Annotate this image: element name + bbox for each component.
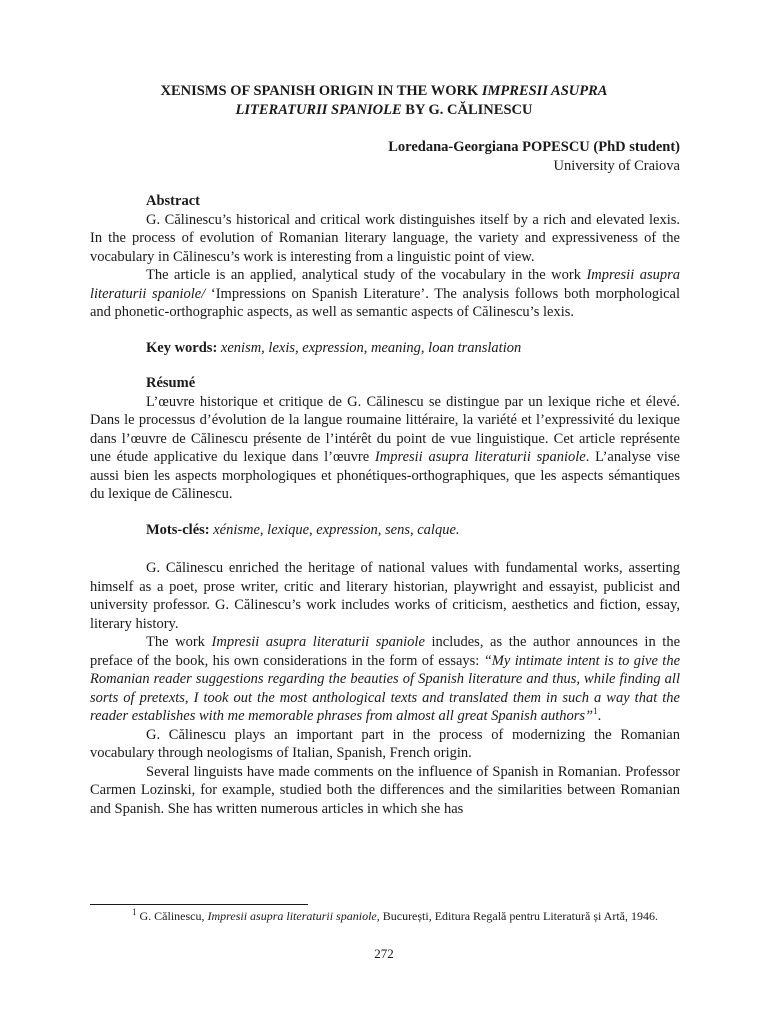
body-p2-text-a: The work <box>146 634 212 650</box>
resume-heading: Résumé <box>146 375 196 391</box>
abstract-paragraph-1: G. Călinescu’s historical and critical work distinguishes itself by a rich and elevated lexis. In the process of evolution of Romanian literary language, the variety and expressiveness of the vocabulary in Călinescu’s work is interesting from a linguistic point of view. <box>90 211 680 265</box>
keywords-line <box>146 339 680 358</box>
resume-text-a: L’œuvre historique et critique de G. Călinescu se distingue par un lexique riche et élevé. Dans le processus d’évolution de la langue roumaine littéraire, la variété et l’expressivité du lexique dans l’œuvre de Călinescu présente de l’intérêt du point de vue linguistique. Cet article représente une étude applicative du lexique dans l’œuvre <box>90 393 680 465</box>
abstract-p2-italic: Impresii asupra literaturii spaniole/ <box>90 267 680 302</box>
footnote-italic: Impresii asupra literaturii spaniole <box>207 909 377 923</box>
footnote-text-b: , București, Editura Regală pentru Literatură și Artă, 1946. <box>376 909 658 923</box>
footnote-ref[interactable]: 1 <box>593 706 598 717</box>
body-p2-text-b: includes, as the author announces in the preface of the book, his own considerations in the form of essays: <box>90 634 681 669</box>
abstract-p2-text-a: The article is an applied, analytical study of the vocabulary in the work <box>146 267 587 283</box>
body-p2-end: . <box>597 708 602 724</box>
paper-body <box>90 192 680 818</box>
abstract-heading: Abstract <box>146 193 200 209</box>
body-paragraph-1: G. Călinescu enriched the heritage of national values with fundamental works, asserting himself as a poet, prose writer, critic and literary historian, playwright and essayist, publicist and university professor. G. Călinescu’s work includes works of criticism, aesthetics and fiction, essay, literary history. <box>90 560 680 632</box>
motscles-line <box>146 521 680 540</box>
keywords-label: Key words: <box>146 339 218 356</box>
body-paragraph-3: G. Călinescu plays an important part in the process of modernizing the Romanian vocabulary through neologisms of Italian, Spanish, French origin. <box>90 726 680 761</box>
footnote-text-a: G. Călinescu, <box>136 909 208 923</box>
title-line2-plain: BY G. CĂLINESCU <box>401 102 533 118</box>
keywords-values: xenism, lexis, expression, meaning, loan translation <box>220 339 522 356</box>
footnote-separator <box>90 904 308 905</box>
author-affiliation: University of Craiova <box>553 158 680 174</box>
body-p2-quote: “My intimate intent is to give the Romanian reader suggestions regarding the beauties of Spanish literature and thus, while finding all sorts of pretexts, I took out the most anthological texts and translated them in such a way that the reader establishes with me memorable phrases from almost all great Spanish authors” <box>90 652 681 724</box>
page-number: 272 <box>374 946 394 961</box>
resume-text-b: . L’analyse vise aussi bien les aspects morphologiques et phonétiques-orthographiques, que les aspects sémantiques du lexique de Călinescu. <box>90 449 680 502</box>
body-paragraph-2 <box>90 633 680 726</box>
abstract-p2-text-b: ‘Impressions on Spanish Literature’. The analysis follows both morphological and phonetic-orthographic aspects, as well as semantic aspects of Călinescu’s lexis. <box>90 285 681 320</box>
footnote <box>90 908 680 924</box>
resume-italic: Impresii asupra literaturii spaniole <box>374 449 586 465</box>
abstract-paragraph-2 <box>90 266 680 322</box>
title-line2-italic: LITERATURII SPANIOLE <box>235 102 402 118</box>
body-p2-italic: Impresii asupra literaturii spaniole <box>211 634 425 650</box>
motscles-values: xénisme, lexique, expression, sens, calque. <box>213 521 460 538</box>
resume-paragraph <box>90 393 680 504</box>
body-paragraph-4: Several linguists have made comments on the influence of Spanish in Romanian. Professor Carmen Lozinski, for example, studied both the differences and the similarities between Romanian and Spanish. She has written numerous articles in which she has <box>90 763 680 817</box>
footnote-number: 1 <box>132 907 137 917</box>
author-block <box>388 138 680 176</box>
title-line1-plain: XENISMS OF SPANISH ORIGIN IN THE WORK <box>160 83 482 99</box>
paper-title <box>100 82 668 120</box>
motscles-label: Mots-clés: <box>146 521 210 538</box>
author-name: Loredana-Georgiana POPESCU (PhD student) <box>388 139 680 155</box>
title-line1-italic: IMPRESII ASUPRA <box>481 83 608 99</box>
